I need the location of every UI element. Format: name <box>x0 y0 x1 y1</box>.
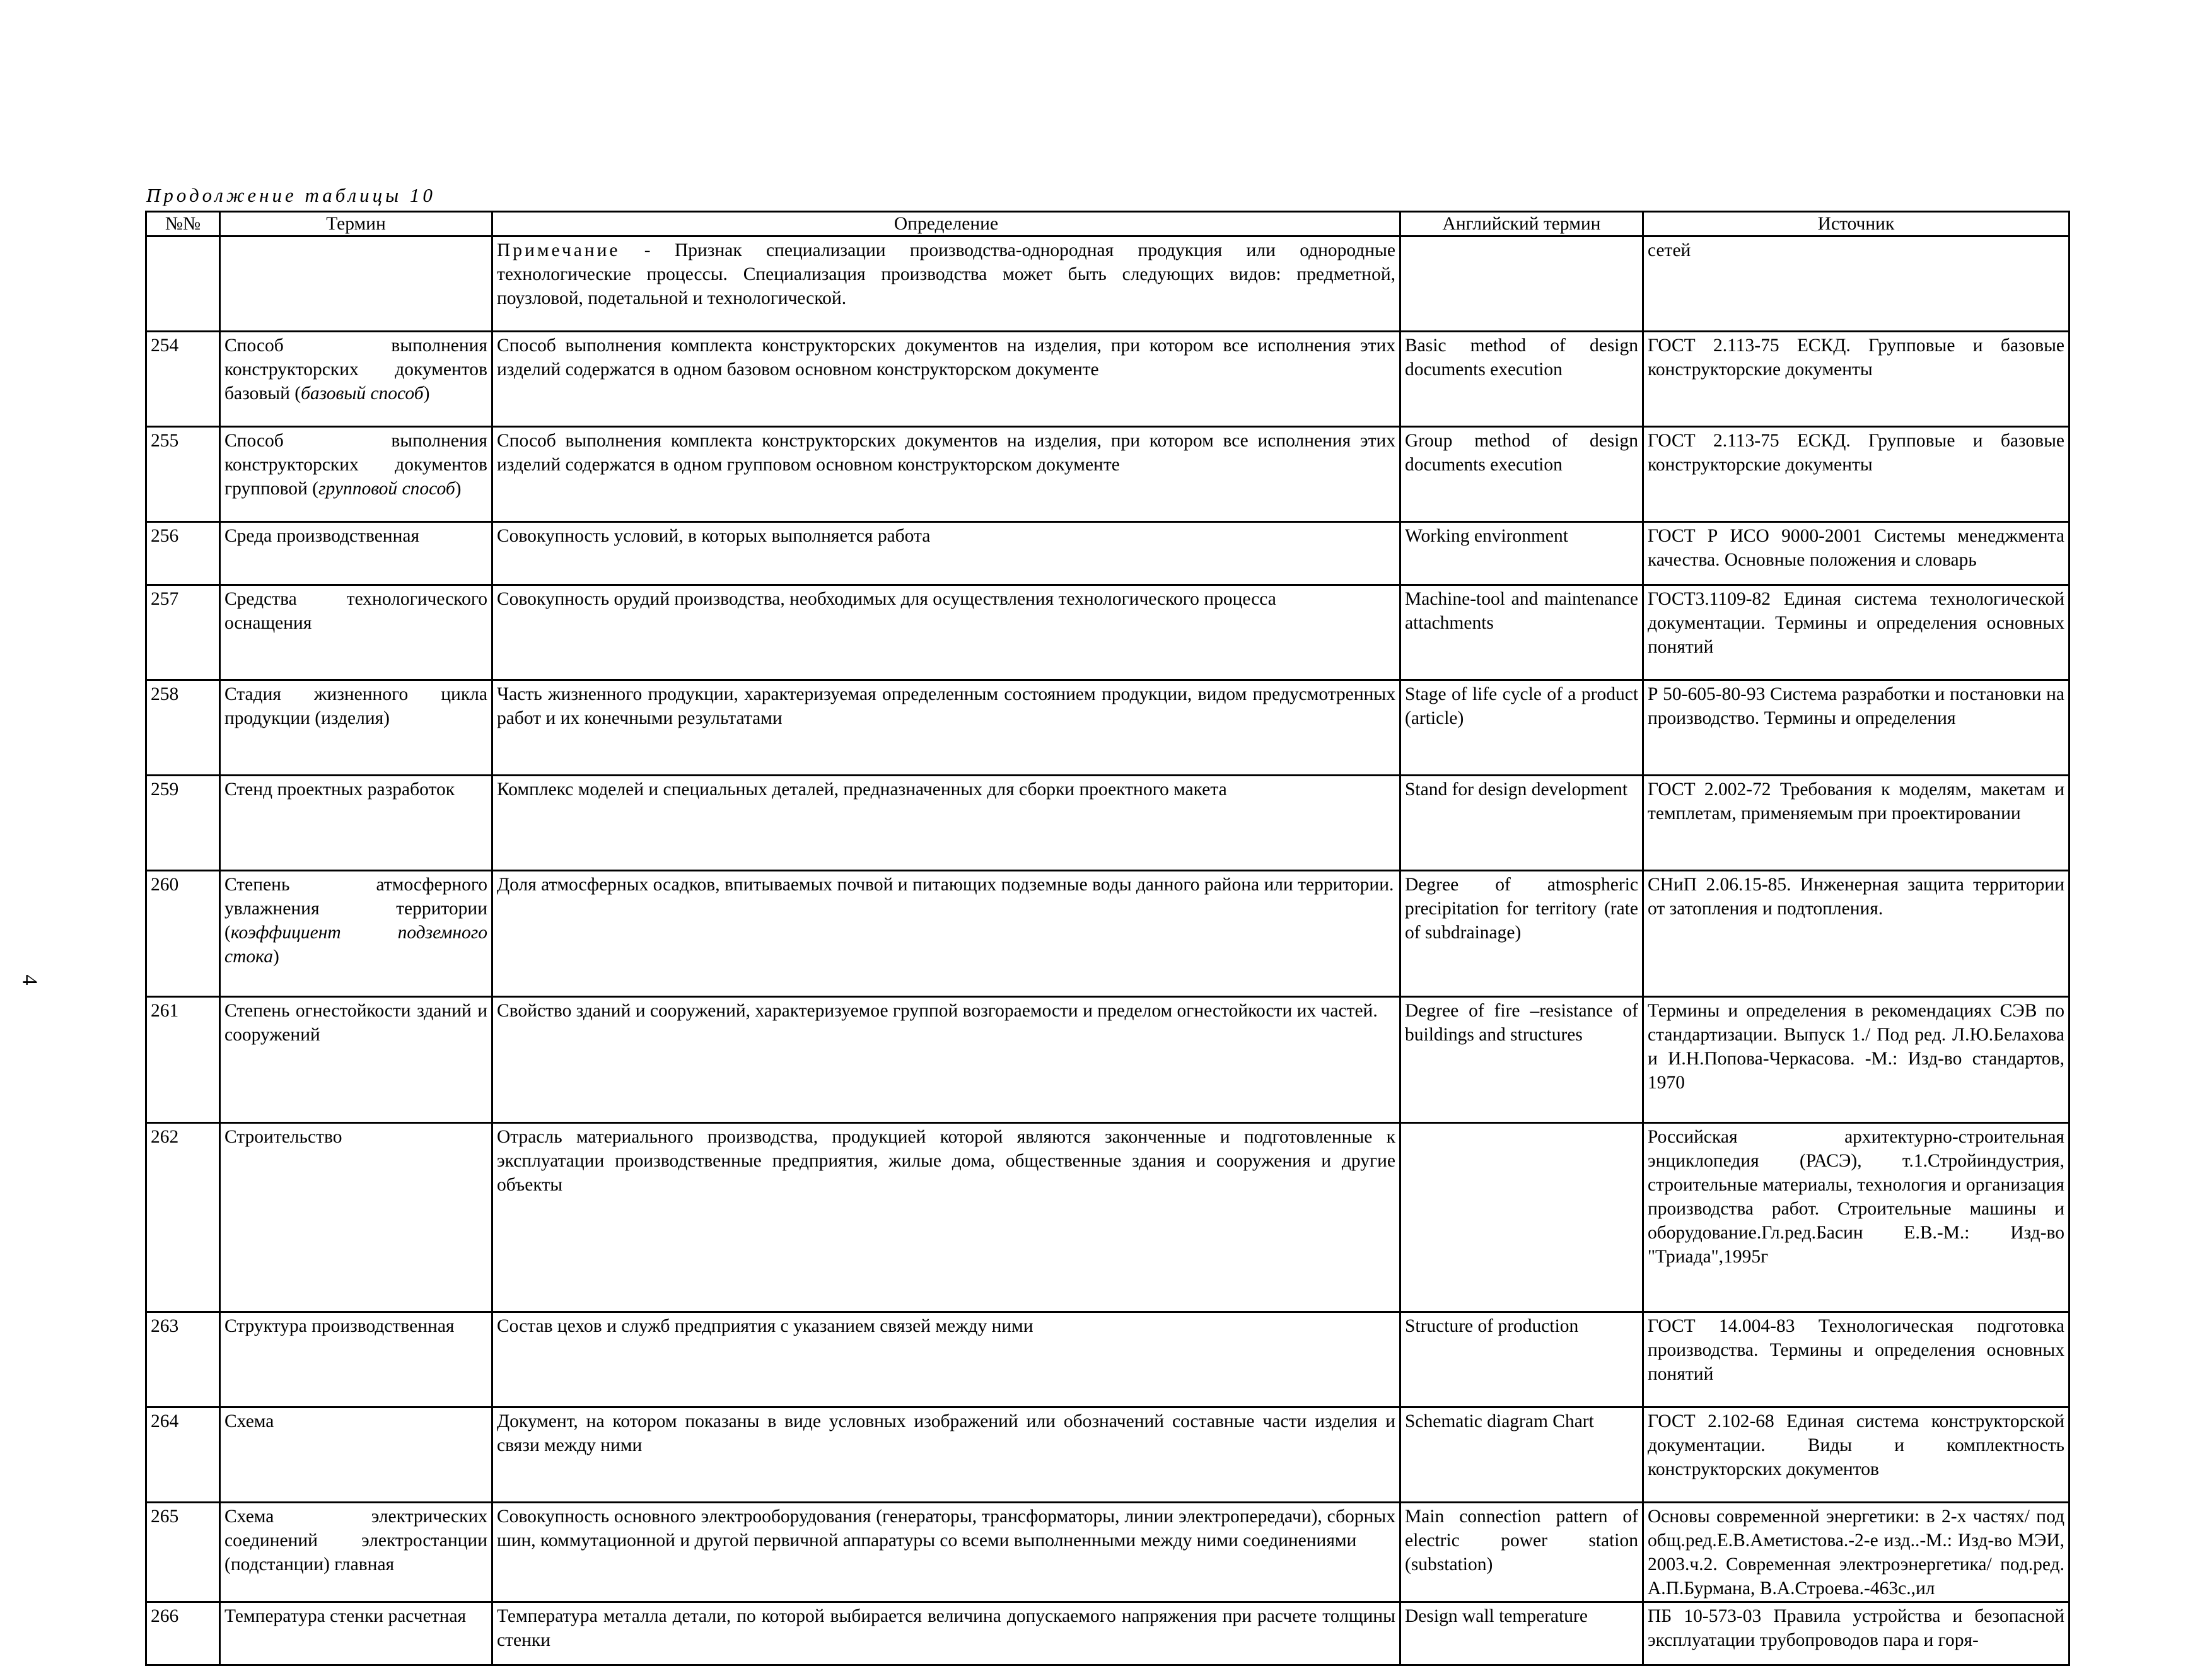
row-source: СНиП 2.06.15-85. Инженерная защита территории от затопления и подтопления. <box>1643 871 2069 997</box>
row-definition <box>492 1407 1400 1503</box>
term-alt-italic: групповой способ <box>318 479 455 499</box>
column-header-term: Термин <box>220 212 492 236</box>
row-source: ГОСТ 2.002-72 Требования к моделям, макетам и темплетам, применяемым при проектировании <box>1643 776 2069 871</box>
table-header-row <box>146 212 2069 236</box>
row-definition <box>492 680 1400 776</box>
term-text: Способ выполнения конструкторских документов групповой ( <box>224 431 487 499</box>
row-definition <box>492 776 1400 871</box>
row-number: 255 <box>146 427 220 522</box>
row-term <box>220 522 492 585</box>
table-caption: Продолжение таблицы 10 <box>146 184 436 206</box>
term-text: Стадия жизненного цикла продукции (изделия) <box>224 684 487 728</box>
row-definition <box>492 585 1400 680</box>
terms-table <box>145 211 2070 1666</box>
definition-text: Совокупность орудий производства, необходимых для осуществления технологического процесса <box>497 589 1276 609</box>
row-number: 256 <box>146 522 220 585</box>
table-row <box>146 997 2069 1123</box>
row-number: 261 <box>146 997 220 1123</box>
row-term <box>220 1407 492 1503</box>
row-source: Основы современной энергетики: в 2-х частях/ под общ.ред.Е.В.Аметистова.-2-е изд..-М.: Изд-во МЭИ, 2003.ч.2. Современная электроэнергетика/ под.ред. А.П.Бурмана, В.А.Строева.-463с.,ил <box>1643 1503 2069 1602</box>
row-source: ГОСТ 2.113-75 ЕСКД. Групповые и базовые конструкторские документы <box>1643 332 2069 427</box>
row-term <box>220 427 492 522</box>
term-text: Строительство <box>224 1127 342 1147</box>
term-tail: ) <box>423 383 430 404</box>
term-text: Степень огнестойкости зданий и сооружений <box>224 1001 487 1045</box>
term-text: Степень атмосферного увлажнения территории ( <box>224 875 487 943</box>
row-source: ГОСТ 2.113-75 ЕСКД. Групповые и базовые конструкторские документы <box>1643 427 2069 522</box>
term-text: Стенд проектных разработок <box>224 779 455 800</box>
row-term <box>220 1123 492 1312</box>
row-english-term <box>1400 236 1643 332</box>
row-term <box>220 585 492 680</box>
row-english-term: Structure of production <box>1400 1312 1643 1407</box>
column-header-english-term: Английский термин <box>1400 212 1643 236</box>
table-row <box>146 1602 2069 1665</box>
term-text: Структура производственная <box>224 1316 455 1336</box>
row-number: 257 <box>146 585 220 680</box>
definition-text: Отрасль материального производства, продукцией которой являются законченные и подготовленные к эксплуатации производственные предприятия, жилые дома, общественные здания и сооружения и другие объекты <box>497 1127 1395 1195</box>
definition-text: - Признак специализации производства-однородная продукция или однородные технологические процессы. Специализация производства может быть следующих видов: предметной, поузловой, подетальной и технологической. <box>497 240 1395 308</box>
row-definition <box>492 332 1400 427</box>
table-row <box>146 680 2069 776</box>
row-definition <box>492 1312 1400 1407</box>
row-number: 265 <box>146 1503 220 1602</box>
table-row <box>146 1503 2069 1602</box>
table-row <box>146 1123 2069 1312</box>
row-english-term: Stand for design development <box>1400 776 1643 871</box>
table-row <box>146 522 2069 585</box>
row-english-term: Degree of atmospheric precipitation for territory (rate of subdrainage) <box>1400 871 1643 997</box>
term-text: Температура стенки расчетная <box>224 1606 467 1626</box>
definition-text: Температура металла детали, по которой выбирается величина допускаемого напряжения при расчете толщины стенки <box>497 1606 1395 1650</box>
definition-text: Состав цехов и служб предприятия с указанием связей между ними <box>497 1316 1033 1336</box>
table-row <box>146 585 2069 680</box>
row-term <box>220 1503 492 1602</box>
row-definition <box>492 1602 1400 1665</box>
row-english-term: Design wall temperature <box>1400 1602 1643 1665</box>
term-tail: ) <box>455 479 462 499</box>
term-tail: ) <box>272 947 279 967</box>
row-definition <box>492 427 1400 522</box>
row-number: 263 <box>146 1312 220 1407</box>
row-source: Термины и определения в рекомендациях СЭВ по стандартизации. Выпуск 1./ Под ред. Л.Ю.Белахова и И.Н.Попова-Черкасова. -М.: Изд-во стандартов, 1970 <box>1643 997 2069 1123</box>
row-source: Российская архитектурно-строительная энциклопедия (РАСЭ), т.1.Стройиндустрия, строительные материалы, технология и организация производства работ. Строительные машины и оборудование.Гл.ред.Басин Е.В.-М.: Изд-во "Триада",1995г <box>1643 1123 2069 1312</box>
row-number: 254 <box>146 332 220 427</box>
row-number <box>146 236 220 332</box>
row-term <box>220 332 492 427</box>
definition-text: Доля атмосферных осадков, впитываемых почвой и питающих подземные воды данного района или территории. <box>497 875 1394 895</box>
row-term <box>220 680 492 776</box>
table-row <box>146 236 2069 332</box>
table-row <box>146 332 2069 427</box>
row-source: ГОСТ 2.102-68 Единая система конструкторской документации. Виды и комплектность конструкторских документов <box>1643 1407 2069 1503</box>
row-source: сетей <box>1643 236 2069 332</box>
row-term <box>220 776 492 871</box>
column-header-number: №№ <box>146 212 220 236</box>
row-english-term: Stage of life cycle of a product (article) <box>1400 680 1643 776</box>
row-english-term: Working environment <box>1400 522 1643 585</box>
row-number: 259 <box>146 776 220 871</box>
row-english-term: Basic method of design documents execution <box>1400 332 1643 427</box>
column-header-source: Источник <box>1643 212 2069 236</box>
table-body <box>146 236 2069 1665</box>
row-number: 262 <box>146 1123 220 1312</box>
row-source: ПБ 10-573-03 Правила устройства и безопасной эксплуатации трубопроводов пара и горя- <box>1643 1602 2069 1665</box>
definition-text: Совокупность условий, в которых выполняется работа <box>497 526 931 546</box>
row-term <box>220 1602 492 1665</box>
row-english-term <box>1400 1123 1643 1312</box>
row-number: 260 <box>146 871 220 997</box>
row-english-term: Degree of fire –resistance of buildings and structures <box>1400 997 1643 1123</box>
term-text: Среда производственная <box>224 526 420 546</box>
row-english-term: Schematic diagram Chart <box>1400 1407 1643 1503</box>
row-term <box>220 1312 492 1407</box>
column-header-definition: Определение <box>492 212 1400 236</box>
row-number: 264 <box>146 1407 220 1503</box>
note-label: Примечание <box>497 240 620 260</box>
row-source: Р 50-605-80-93 Система разработки и постановки на производство. Термины и определения <box>1643 680 2069 776</box>
row-number: 266 <box>146 1602 220 1665</box>
page-number: 4 <box>18 974 42 986</box>
definition-text: Комплекс моделей и специальных деталей, предназначенных для сборки проектного макета <box>497 779 1227 800</box>
row-english-term: Main connection pattern of electric power station (substation) <box>1400 1503 1643 1602</box>
term-alt-italic: базовый способ <box>301 383 424 404</box>
definition-text: Способ выполнения комплекта конструкторских документов на изделия, при котором все исполнения этих изделий содержатся в одном базовом основном конструкторском документе <box>497 335 1395 380</box>
definition-text: Способ выполнения комплекта конструкторских документов на изделия, при котором все исполнения этих изделий содержатся в одном групповом основном конструкторском документе <box>497 431 1395 475</box>
row-english-term: Machine-tool and maintenance attachments <box>1400 585 1643 680</box>
row-definition <box>492 1123 1400 1312</box>
row-term <box>220 871 492 997</box>
term-text: Схема электрических соединений электростанции (подстанции) главная <box>224 1506 487 1575</box>
definition-text: Часть жизненного продукции, характеризуемая определенным состоянием продукции, видом предусмотренных работ и их конечными результатами <box>497 684 1395 728</box>
row-definition <box>492 236 1400 332</box>
term-text: Схема <box>224 1411 274 1431</box>
definition-text: Документ, на котором показаны в виде условных изображений или обозначений составные части изделия и связи между ними <box>497 1411 1395 1455</box>
definition-text: Свойство зданий и сооружений, характеризуемое группой возгораемости и пределом огнестойкости их частей. <box>497 1001 1378 1021</box>
row-definition <box>492 997 1400 1123</box>
table-row <box>146 1407 2069 1503</box>
row-source: ГОСТ Р ИСО 9000-2001 Системы менеджмента качества. Основные положения и словарь <box>1643 522 2069 585</box>
term-text: Средства технологического оснащения <box>224 589 487 633</box>
table-row <box>146 871 2069 997</box>
row-definition <box>492 1503 1400 1602</box>
row-source: ГОСТ3.1109-82 Единая система технологической документации. Термины и определения основных понятий <box>1643 585 2069 680</box>
table-row <box>146 1312 2069 1407</box>
row-english-term: Group method of design documents execution <box>1400 427 1643 522</box>
row-definition <box>492 522 1400 585</box>
term-text: Способ выполнения конструкторских документов базовый ( <box>224 335 487 404</box>
row-term <box>220 236 492 332</box>
row-definition <box>492 871 1400 997</box>
row-number: 258 <box>146 680 220 776</box>
table-row <box>146 427 2069 522</box>
table-row <box>146 776 2069 871</box>
definition-text: Совокупность основного электрооборудования (генераторы, трансформаторы, линии электропередачи), сборных шин, коммутационной и другой первичной аппаратуры со всеми выполненными между ними соединениями <box>497 1506 1395 1551</box>
term-alt-italic: коэффициент подземного стока <box>224 923 487 967</box>
row-source: ГОСТ 14.004-83 Технологическая подготовка производства. Термины и определения основных понятий <box>1643 1312 2069 1407</box>
row-term <box>220 997 492 1123</box>
